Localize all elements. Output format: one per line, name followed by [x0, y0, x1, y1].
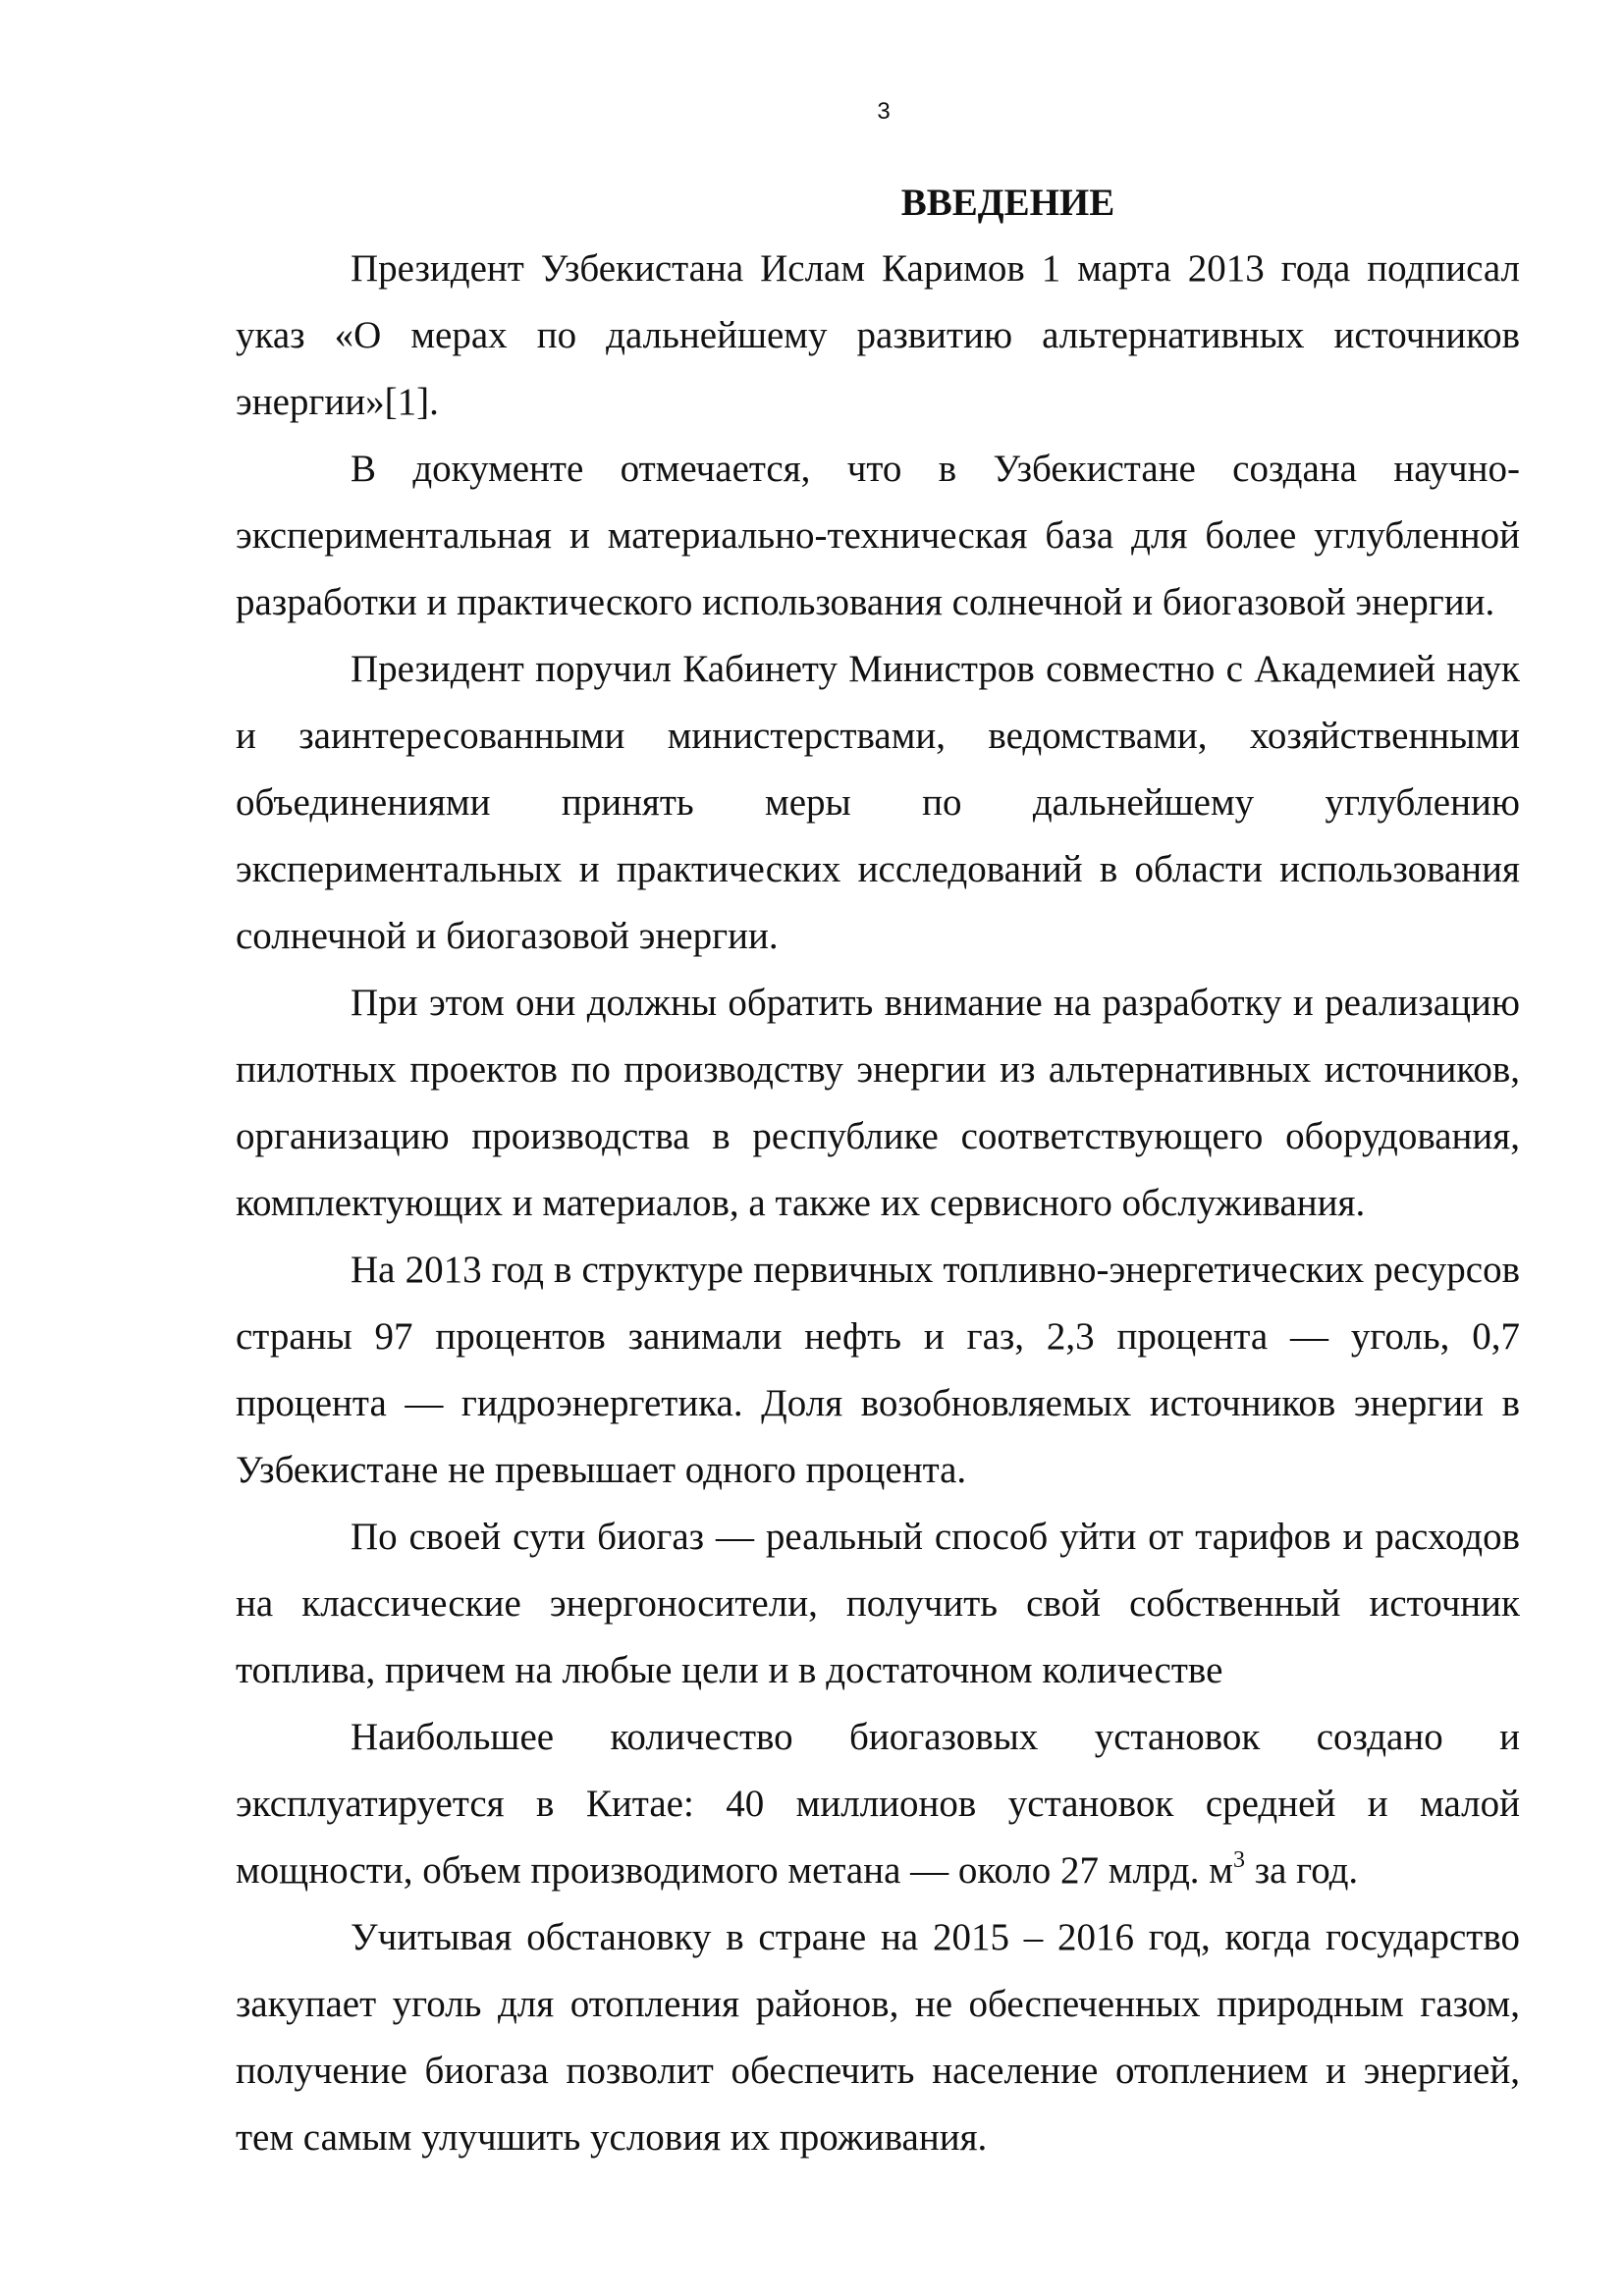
section-heading: ВВЕДЕНИЕ [900, 182, 1115, 224]
paragraph-cabinet-instructions: Президент поручил Кабинету Министров совместно с Академией наук и заинтересованными министерствами, ведомствами, хозяйственными объединениями принять меры по дальнейшему углублению экспериментальных и практических исследований в области использования солнечной и биогазовой энергии. [236, 648, 1520, 957]
paragraph-energy-structure: На 2013 год в структуре первичных топливно-энергетических ресурсов страны 97 процентов занимали нефть и газ, 2,3 процента — уголь, 0,7 процента — гидроэнергетика. Доля возобновляемых источников энергии в Узбекистане не превышает одного процента. [236, 1249, 1520, 1491]
paragraph-conclusion: Учитывая обстановку в стране на 2015 – 2016 год, когда государство закупает уголь для отопления районов, не обеспеченных природным газом, получение биогаза позволит обеспечить население отоплением и энергией, тем самым улучшить условия их проживания. [236, 1916, 1520, 2159]
cubic-superscript: 3 [1232, 1847, 1245, 1873]
paragraph-decree: Президент Узбекистана Ислам Каримов 1 марта 2013 года подписал указ «О мерах по дальнейшему развитию альтернативных источников энергии»[1]. [236, 247, 1520, 423]
paragraph-biogas-essence: По своей сути биогаз — реальный способ уйти от тарифов и расходов на классические энергоносители, получить свой собственный источник топлива, причем на любые цели и в достаточном количестве [236, 1516, 1520, 1691]
china-text-before: Наибольшее количество биогазовых установок создано и эксплуатируется в Китае: 40 миллионов установок средней и малой мощности, объем производимого метана — около 27 млрд. м [236, 1716, 1520, 1892]
china-text-after: за год. [1244, 1849, 1359, 1892]
page-content [236, 177, 1520, 2171]
page-number: 3 [877, 98, 891, 125]
paragraph-document-base: В документе отмечается, что в Узбекистане создана научно-экспериментальная и материально-техническая база для более углубленной разработки и практического использования солнечной и биогазовой энергии. [236, 448, 1520, 623]
paragraph-china-biogas [236, 1704, 1520, 1904]
paragraph-pilot-projects: При этом они должны обратить внимание на разработку и реализацию пилотных проектов по производству энергии из альтернативных источников, организацию производства в республике соответствующего оборудования, комплектующих и материалов, а также их сервисного обслуживания. [236, 982, 1520, 1224]
